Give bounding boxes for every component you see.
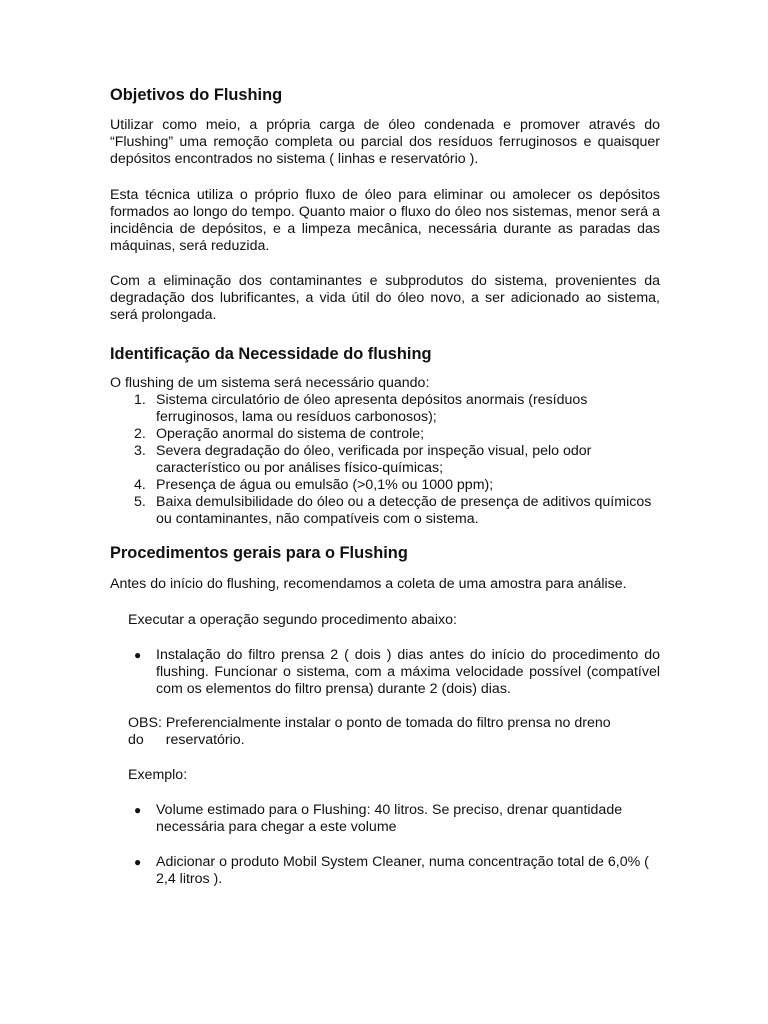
heading-procedimentos: Procedimentos gerais para o Flushing xyxy=(110,544,408,562)
paragraph-objetivos-2: Esta técnica utiliza o próprio fluxo de óleo para eliminar ou amolecer os depósitos formados ao longo do tempo. Quanto maior o fluxo do óleo nos sistemas, menor será a incidência de depósitos, e a limpeza mecânica, necessária durante as paradas das máquinas, será reduzida. xyxy=(110,187,660,254)
list-number: 2. xyxy=(134,426,146,442)
list-number: 4. xyxy=(134,477,146,493)
list-item xyxy=(110,392,660,426)
list-number: 1. xyxy=(134,392,146,408)
obs-line-1: OBS: Preferencialmente instalar o ponto de tomada do filtro prensa no dreno xyxy=(128,715,611,731)
obs-line-2-end: reservatório. xyxy=(165,732,245,748)
example-label: Exemplo: xyxy=(128,767,188,783)
list-number: 3. xyxy=(134,443,146,459)
bullet-icon: ● xyxy=(134,648,142,662)
list-item xyxy=(110,494,660,528)
bullet-list xyxy=(110,802,660,836)
bullet-list xyxy=(110,854,660,888)
paragraph-procedimentos-1: Antes do início do flushing, recomendamos a coleta de uma amostra para análise. xyxy=(110,576,627,592)
paragraph-objetivos-3: Com a eliminação dos contaminantes e subprodutos do sistema, provenientes da degradação dos lubrificantes, a vida útil do óleo novo, a ser adicionado ao sistema, será prolongada. xyxy=(110,273,660,323)
list-item xyxy=(110,802,660,836)
numbered-list xyxy=(110,392,660,528)
list-item-text: Sistema circulatório de óleo apresenta depósitos anormais (resíduos ferruginosos, lama ou resíduos carbonosos); xyxy=(156,392,588,425)
paragraph-objetivos-1: Utilizar como meio, a própria carga de óleo condenada e promover através do “Flushing” uma remoção completa ou parcial dos resíduos ferruginosos e quaisquer depósitos encontrados no sistema ( linhas e reservatório ). xyxy=(110,117,660,167)
list-item-text: Severa degradação do óleo, verificada por inspeção visual, pelo odor característico ou por análises físico-químicas; xyxy=(156,443,592,476)
obs-line-2-start: do xyxy=(128,732,144,748)
obs-note xyxy=(110,715,660,749)
document-page xyxy=(110,84,660,888)
paragraph-procedimentos-2: Executar a operação segundo procedimento abaixo: xyxy=(128,612,457,628)
list-item xyxy=(110,443,660,477)
list-item xyxy=(110,647,660,698)
list-item-text: Baixa demulsibilidade do óleo ou a detecção de presença de aditivos químicos ou contaminantes, não compatíveis com o sistema. xyxy=(156,494,652,527)
bullet-icon: ● xyxy=(134,855,142,869)
heading-objetivos: Objetivos do Flushing xyxy=(110,86,283,104)
list-item-text: Volume estimado para o Flushing: 40 litros. Se preciso, drenar quantidade necessária para chegar a este volume xyxy=(156,802,623,835)
list-item xyxy=(110,426,660,443)
list-item-text: Adicionar o produto Mobil System Cleaner, numa concentração total de 6,0% ( 2,4 litros ). xyxy=(156,854,649,887)
list-item xyxy=(110,477,660,494)
heading-identificacao: Identificação da Necessidade do flushing xyxy=(110,345,432,363)
list-item-text: Presença de água ou emulsão (>0,1% ou 1000 ppm); xyxy=(156,477,494,493)
list-item-text: Instalação do filtro prensa 2 ( dois ) dias antes do início do procedimento do flushing. Funcionar o sistema, com a máxima velocidade possível (compatível com os elementos do filtro prensa) durante 2 (dois) dias. xyxy=(156,647,660,697)
list-item xyxy=(110,854,660,888)
list-number: 5. xyxy=(134,494,146,510)
bullet-list xyxy=(110,647,660,698)
paragraph-identificacao-intro: O flushing de um sistema será necessário quando: xyxy=(110,375,430,391)
list-item-text: Operação anormal do sistema de controle; xyxy=(156,426,425,442)
bullet-icon: ● xyxy=(134,803,142,817)
